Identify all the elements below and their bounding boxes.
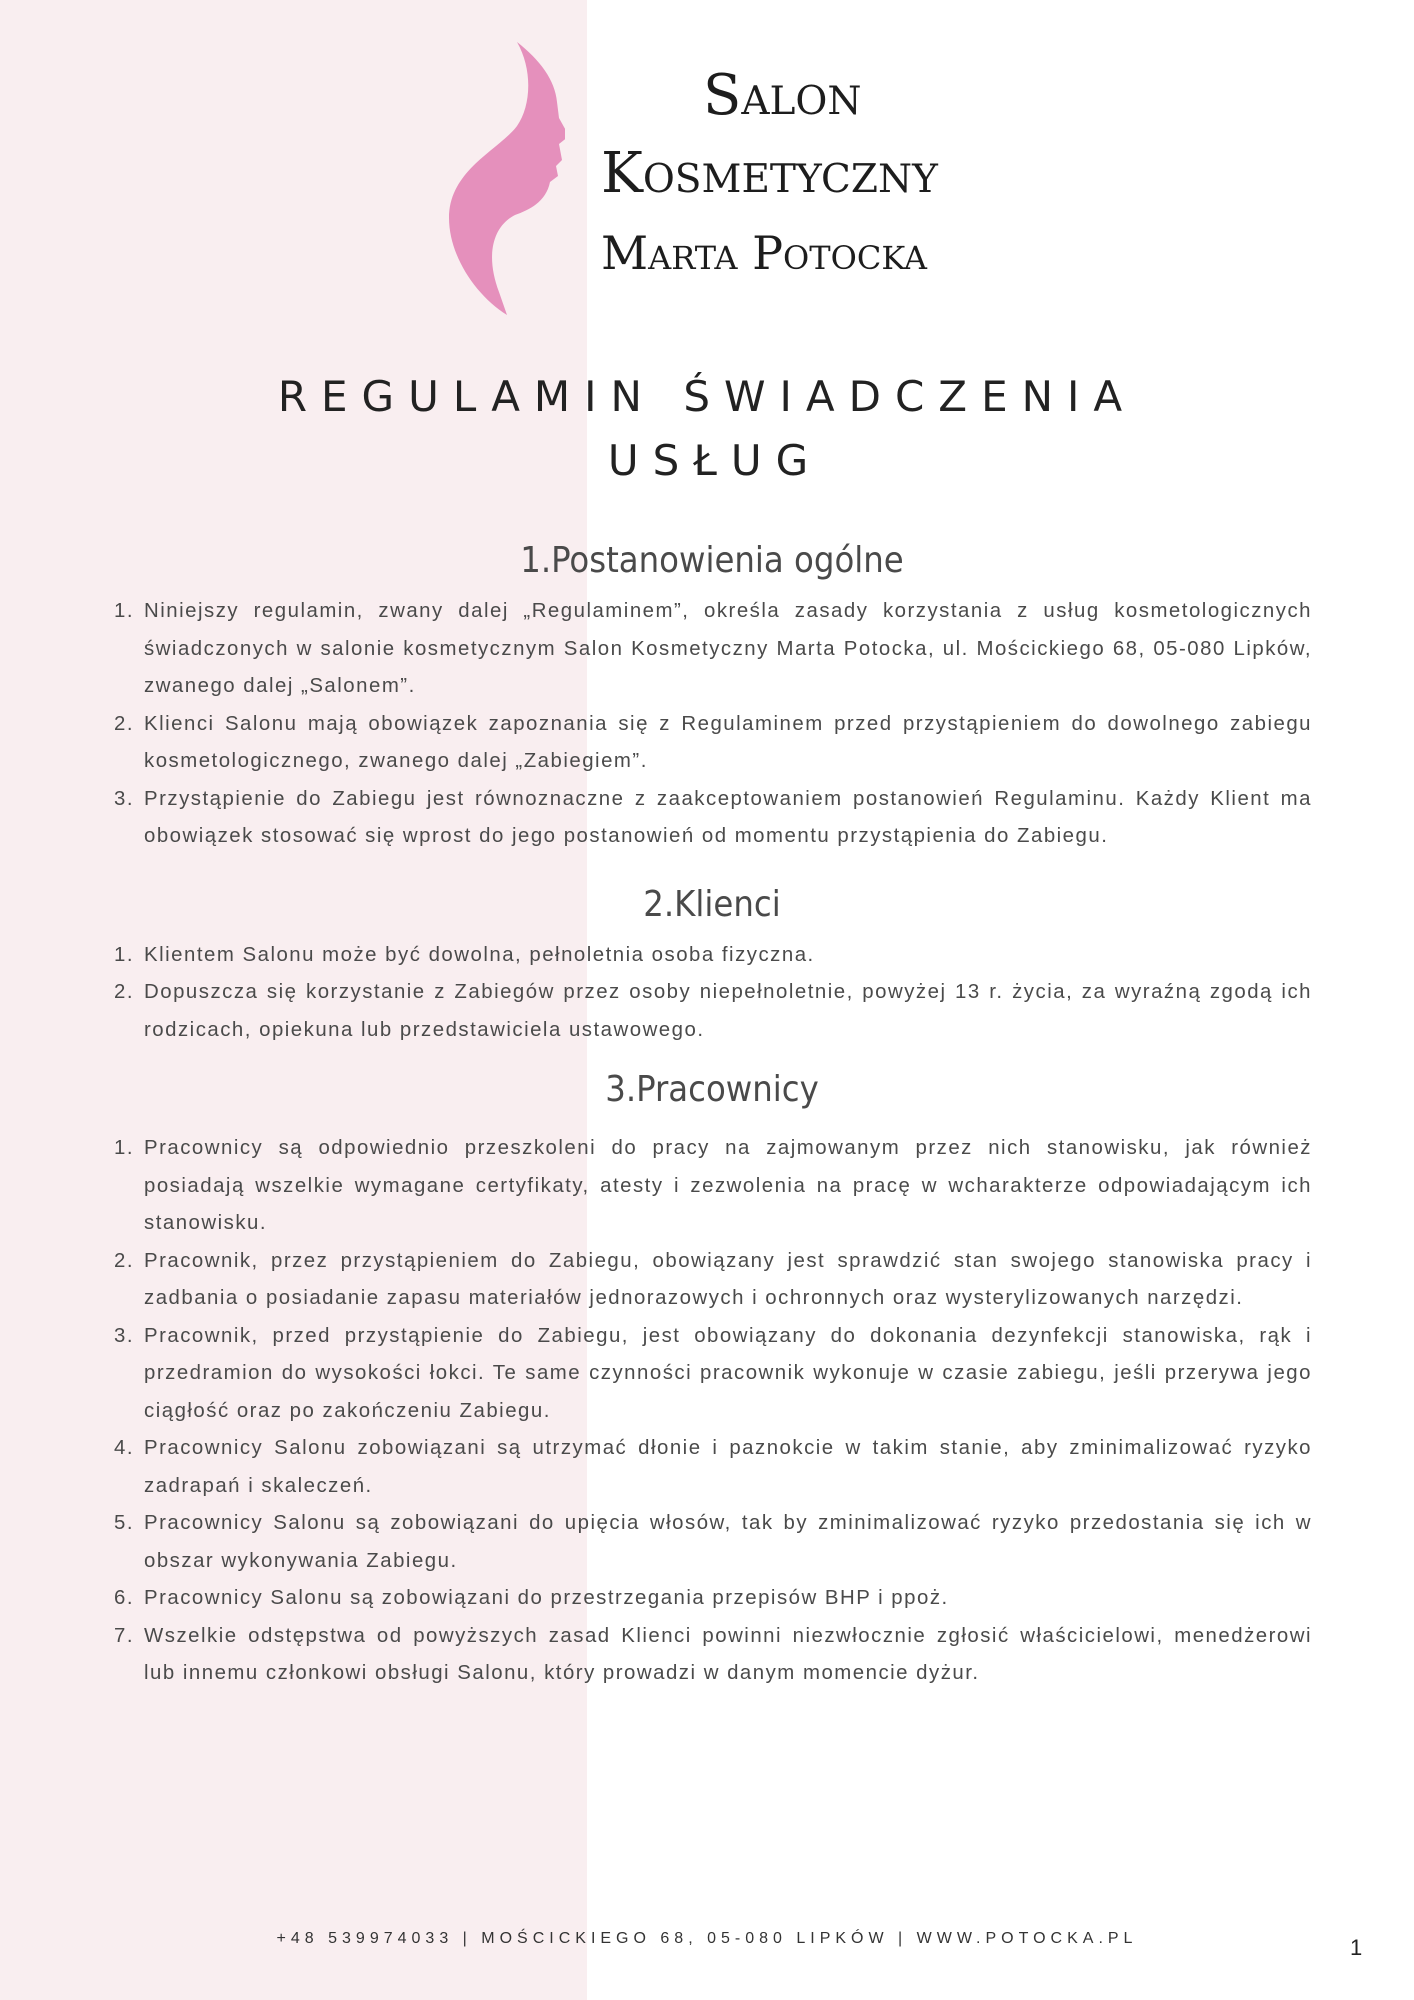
item-text: Dopuszcza się korzystanie z Zabiegów przez osoby niepełnoletnie, powyżej 13 r. życia, za wyraźną zgodą ich rodzicach, opiekuna lub przedstawiciela ustawowego. bbox=[144, 981, 1312, 1041]
list-item bbox=[112, 1318, 1312, 1431]
salon-logo bbox=[445, 40, 1005, 315]
document-title bbox=[0, 365, 1414, 493]
list-item bbox=[112, 1430, 1312, 1505]
item-number: 2. bbox=[114, 712, 135, 735]
item-text: Pracownicy Salonu są zobowiązani do upięcia włosów, tak by zminimalizować ryzyko przedostania się ich w obszar wykonywania Zabiegu. bbox=[144, 1512, 1312, 1572]
item-text: Pracownik, przed przystąpienie do Zabiegu, jest obowiązany do dokonania dezynfekcji stanowiska, rąk i przedramion do wysokości łokci. Te same czynności pracownik wykonuje w czasie zabiegu, jeśli przerywa jego ciągłość oraz po zakończeniu Zabiegu. bbox=[144, 1324, 1312, 1422]
item-number: 3. bbox=[114, 1324, 135, 1347]
item-number: 1. bbox=[114, 943, 135, 966]
woman-profile-icon bbox=[445, 40, 565, 315]
section-heading: 3.Pracownicy bbox=[605, 1069, 819, 1110]
item-number: 2. bbox=[114, 981, 135, 1003]
section-list bbox=[112, 593, 1312, 856]
contact-footer: +48 539974033 | MOŚCICKIEGO 68, 05-080 LIPKÓW | WWW.POTOCKA.PL bbox=[276, 1930, 1138, 1947]
list-item bbox=[112, 593, 1312, 706]
list-item bbox=[112, 974, 1312, 1049]
list-item bbox=[112, 706, 1312, 781]
brand-line-3: Marta Potocka bbox=[601, 226, 928, 280]
list-item bbox=[112, 781, 1312, 856]
list-item bbox=[112, 1130, 1312, 1243]
item-number: 5. bbox=[114, 1512, 135, 1534]
section-heading: 1.Postanowienia ogólne bbox=[520, 540, 904, 581]
document-body bbox=[112, 540, 1312, 1693]
list-item bbox=[112, 1618, 1312, 1693]
list-item bbox=[112, 1580, 1312, 1618]
item-number: 2. bbox=[114, 1249, 135, 1272]
brand-line-2: Kosmetyczny bbox=[601, 141, 938, 206]
item-number: 1. bbox=[114, 600, 135, 622]
item-number: 4. bbox=[114, 1437, 135, 1459]
section-heading: 2.Klienci bbox=[643, 883, 781, 925]
brand-name bbox=[601, 63, 938, 280]
item-number: 6. bbox=[114, 1587, 135, 1609]
title-line-2: USŁUG bbox=[607, 436, 823, 485]
section-list bbox=[112, 1130, 1312, 1693]
list-item bbox=[112, 1243, 1312, 1318]
item-number: 3. bbox=[114, 787, 135, 810]
item-text: Pracownicy Salonu zobowiązani są utrzymać dłonie i paznokcie w takim stanie, aby zminimalizować ryzyko zadrapań i skaleczeń. bbox=[144, 1437, 1312, 1497]
item-text: Wszelkie odstępstwa od powyższych zasad Klienci powinni niezwłocznie zgłosić właścicielowi, menedżerowi lub innemu członkowi obsługi Salonu, który prowadzi w danym momencie dyżur. bbox=[144, 1624, 1312, 1684]
list-item bbox=[112, 1505, 1312, 1580]
item-text: Klientem Salonu może być dowolna, pełnoletnia osoba fizyczna. bbox=[144, 943, 815, 966]
item-text: Przystąpienie do Zabiegu jest równoznaczne z zaakceptowaniem postanowień Regulaminu. Każdy Klient ma obowiązek stosować się wprost do jego postanowień od momentu przystąpienia do Zabiegu. bbox=[144, 787, 1312, 847]
item-text: Niniejszy regulamin, zwany dalej „Regulaminem”, określa zasady korzystania z usług kosmetologicznych świadczonych w salonie kosmetycznym Salon Kosmetyczny Marta Potocka, ul. Mościckiego 68, 05-080 Lipków, zwanego dalej „Salonem”. bbox=[144, 600, 1312, 697]
brand-line-1: Salon bbox=[703, 63, 862, 128]
item-number: 1. bbox=[114, 1137, 135, 1159]
page-number: 1 bbox=[1350, 1935, 1363, 1960]
item-text: Pracownik, przez przystąpieniem do Zabiegu, obowiązany jest sprawdzić stan swojego stanowiska pracy i zadbania o posiadanie zapasu materiałów jednorazowych i ochronnych oraz wysterylizowanych narzędzi. bbox=[144, 1249, 1312, 1309]
item-text: Pracownicy są odpowiednio przeszkoleni do pracy na zajmowanym przez nich stanowisku, jak również posiadają wszelkie wymagane certyfikaty, atesty i zezwolenia na pracę w wcharakterze odpowiadającym ich stanowisku. bbox=[144, 1137, 1312, 1234]
item-text: Klienci Salonu mają obowiązek zapoznania się z Regulaminem przed przystąpieniem do dowolnego zabiegu kosmetologicznego, zwanego dalej „Zabiegiem”. bbox=[144, 712, 1312, 772]
title-line-1: REGULAMIN ŚWIADCZENIA bbox=[277, 372, 1137, 421]
section-list bbox=[112, 937, 1312, 1050]
item-text: Pracownicy Salonu są zobowiązani do przestrzegania przepisów BHP i ppoż. bbox=[144, 1587, 949, 1609]
list-item bbox=[112, 937, 1312, 975]
item-number: 7. bbox=[114, 1624, 135, 1647]
